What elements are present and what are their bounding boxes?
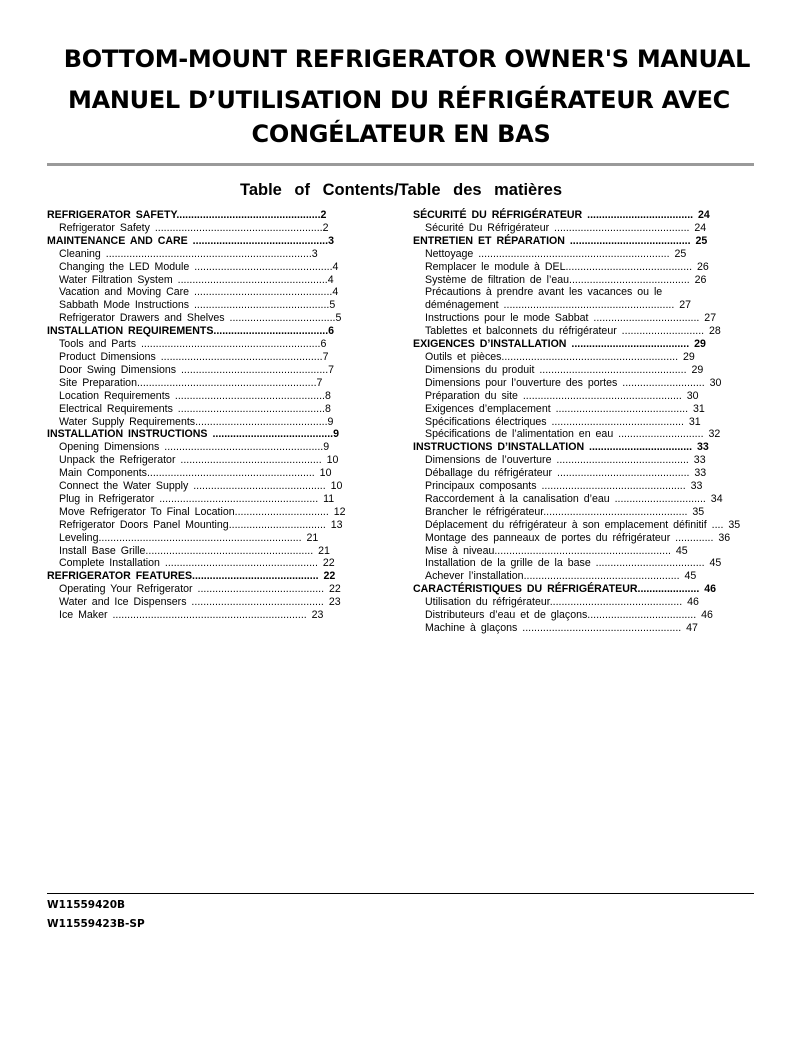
- toc-entry[interactable]: Sabbath Mode Instructions ..............................................5: [59, 299, 336, 312]
- title-line-3: CONGÉLATEUR EN BAS: [251, 120, 551, 148]
- toc-section-entry[interactable]: SÉCURITÉ DU RÉFRIGÉRATEUR .................................... 24: [413, 209, 710, 221]
- toc-entry[interactable]: Sécurité Du Réfrigérateur .............................................. 24: [425, 221, 707, 234]
- toc-entry[interactable]: Montage des panneaux de portes du réfrigérateur ............. 36: [425, 531, 731, 544]
- toc-entry[interactable]: Move Refrigerator To Final Location................................ 12: [59, 505, 346, 518]
- toc-entry[interactable]: Exigences d’emplacement ............................................. 31: [425, 402, 705, 415]
- toc-entry[interactable]: Water and Ice Dispensers ............................................. 23: [59, 596, 341, 609]
- toc-entry[interactable]: Opening Dimensions ......................................................9: [59, 441, 330, 454]
- toc-entry[interactable]: Utilisation du réfrigérateur............................................. 46: [425, 596, 699, 609]
- toc-section-entry[interactable]: CARACTÉRISTIQUES DU RÉFRIGÉRATEUR..................... 46: [413, 583, 717, 596]
- toc-entry[interactable]: Dimensions du produit .................................................. 29: [425, 363, 704, 376]
- toc-entry[interactable]: Mise à niveau............................................................ 45: [425, 544, 688, 557]
- toc-entry[interactable]: Cleaning ......................................................................3: [59, 247, 318, 260]
- toc-entry[interactable]: Achever l’installation..................................................... 45: [425, 570, 697, 583]
- toc-column-french: [413, 209, 773, 635]
- toc-section-entry[interactable]: REFRIGERATOR FEATURES........................................... 22: [47, 570, 336, 583]
- toc-entry[interactable]: Refrigerator Drawers and Shelves ....................................5: [59, 312, 342, 325]
- toc-entry[interactable]: Leveling..................................................................... 21: [59, 531, 319, 544]
- toc-entry[interactable]: Site Preparation.............................................................7: [59, 376, 323, 389]
- title-line-1: BOTTOM-MOUNT REFRIGERATOR OWNER'S MANUAL: [63, 45, 751, 73]
- toc-entry[interactable]: Plug in Refrigerator ...................................................... 11: [59, 492, 335, 505]
- toc-entry[interactable]: Connect the Water Supply ............................................. 10: [59, 480, 343, 493]
- toc-section-entry[interactable]: EXIGENCES D’INSTALLATION ........................................ 29: [413, 338, 706, 351]
- toc-section-entry[interactable]: ENTRETIEN ET RÉPARATION ......................................... 25: [413, 234, 708, 247]
- footer-divider: [47, 893, 754, 894]
- toc-entry[interactable]: Product Dimensions .......................................................7: [59, 350, 329, 363]
- toc-entry[interactable]: Ice Maker .................................................................. 23: [59, 609, 324, 622]
- toc-entry[interactable]: Remplacer le module à DEL........................................... 26: [425, 260, 709, 273]
- toc-entry[interactable]: Install Base Grille......................................................... 21: [59, 544, 330, 557]
- toc-entry[interactable]: Machine à glaçons ...................................................... 47: [425, 622, 698, 634]
- toc-entry[interactable]: Electrical Requirements ..................................................8: [59, 402, 331, 415]
- toc-entry[interactable]: Dimensions de l’ouverture ............................................. 33: [425, 454, 706, 467]
- toc-entry[interactable]: Location Requirements ...................................................8: [59, 389, 331, 402]
- toc-column-english: [47, 209, 387, 622]
- toc-section-entry[interactable]: INSTALLATION INSTRUCTIONS .........................................9: [47, 428, 340, 441]
- toc-entry[interactable]: Principaux composants ................................................. 33: [425, 480, 703, 493]
- toc-entry[interactable]: Tablettes et balconnets du réfrigérateur ............................ 28: [425, 325, 721, 338]
- toc-entry[interactable]: Door Swing Dimensions ..................................................7: [59, 363, 335, 376]
- toc-entry[interactable]: Operating Your Refrigerator ........................................... 22: [59, 583, 341, 596]
- toc-section-entry[interactable]: INSTRUCTIONS D’INSTALLATION ................................... 33: [413, 441, 709, 454]
- toc-entry[interactable]: Dimensions pour l’ouverture des portes ............................ 30: [425, 376, 722, 389]
- toc-entry[interactable]: Changing the LED Module ...............................................4: [59, 260, 339, 273]
- toc-entry[interactable]: Brancher le réfrigérateur................................................. 35: [425, 505, 705, 518]
- toc-entry[interactable]: Water Filtration System ...................................................4: [59, 273, 334, 286]
- toc-entry[interactable]: Outils et pièces............................................................ 29: [425, 350, 695, 363]
- toc-entry[interactable]: Refrigerator Doors Panel Mounting................................. 13: [59, 518, 343, 531]
- toc-entry[interactable]: Distributeurs d’eau et de glaçons..................................... 46: [425, 609, 713, 622]
- toc-entry[interactable]: Déballage du réfrigérateur ............................................. 33: [425, 467, 707, 480]
- toc-entry[interactable]: Nettoyage ................................................................. 25: [425, 247, 687, 260]
- toc-entry[interactable]: Tools and Parts .............................................................6: [59, 338, 327, 351]
- toc-entry[interactable]: Main Components......................................................... 10: [59, 467, 332, 480]
- toc-entry[interactable]: Vacation and Moving Care ...............................................4: [59, 286, 339, 299]
- doc-number: W11559420B: [47, 899, 126, 911]
- doc-number: W11559423B-SP: [47, 918, 145, 930]
- toc-entry[interactable]: Refrigerator Safety .........................................................2: [59, 221, 329, 234]
- toc-entry[interactable]: Spécifications électriques ............................................. 31: [425, 415, 701, 428]
- toc-section-entry[interactable]: REFRIGERATOR SAFETY.................................................2: [47, 209, 327, 221]
- toc-section-entry[interactable]: INSTALLATION REQUIREMENTS.......................................6: [47, 325, 335, 338]
- toc-entry[interactable]: Complete Installation .................................................... 22: [59, 557, 335, 570]
- toc-entry[interactable]: Water Supply Requirements.............................................9: [59, 415, 334, 428]
- title-divider: [47, 163, 754, 166]
- toc-entry[interactable]: Déplacement du réfrigérateur à son emplacement définitif .... 35: [425, 518, 741, 531]
- toc-entry[interactable]: Installation de la grille de la base ..................................... 45: [425, 557, 722, 570]
- toc-entry[interactable]: Préparation du site ...................................................... 30: [425, 389, 699, 402]
- toc-entry[interactable]: Instructions pour le mode Sabbat .................................... 27: [425, 312, 717, 325]
- toc-entry[interactable]: déménagement .......................................................... 27: [425, 299, 691, 312]
- toc-section-entry[interactable]: MAINTENANCE AND CARE ..............................................3: [47, 234, 334, 247]
- toc-entry[interactable]: Système de filtration de l’eau......................................... 26: [425, 273, 707, 286]
- toc-entry[interactable]: Unpack the Refrigerator ................................................ 10: [59, 454, 339, 467]
- toc-entry[interactable]: Raccordement à la canalisation d’eau ............................... 34: [425, 492, 723, 505]
- title-line-2: MANUEL D’UTILISATION DU RÉFRIGÉRATEUR AVEC: [67, 86, 730, 114]
- toc-heading: Table of Contents/Table des matières: [239, 181, 563, 199]
- toc-entry[interactable]: Précautions à prendre avant les vacances ou le: [425, 286, 663, 299]
- toc-entry[interactable]: Spécifications de l’alimentation en eau ............................. 32: [425, 428, 721, 441]
